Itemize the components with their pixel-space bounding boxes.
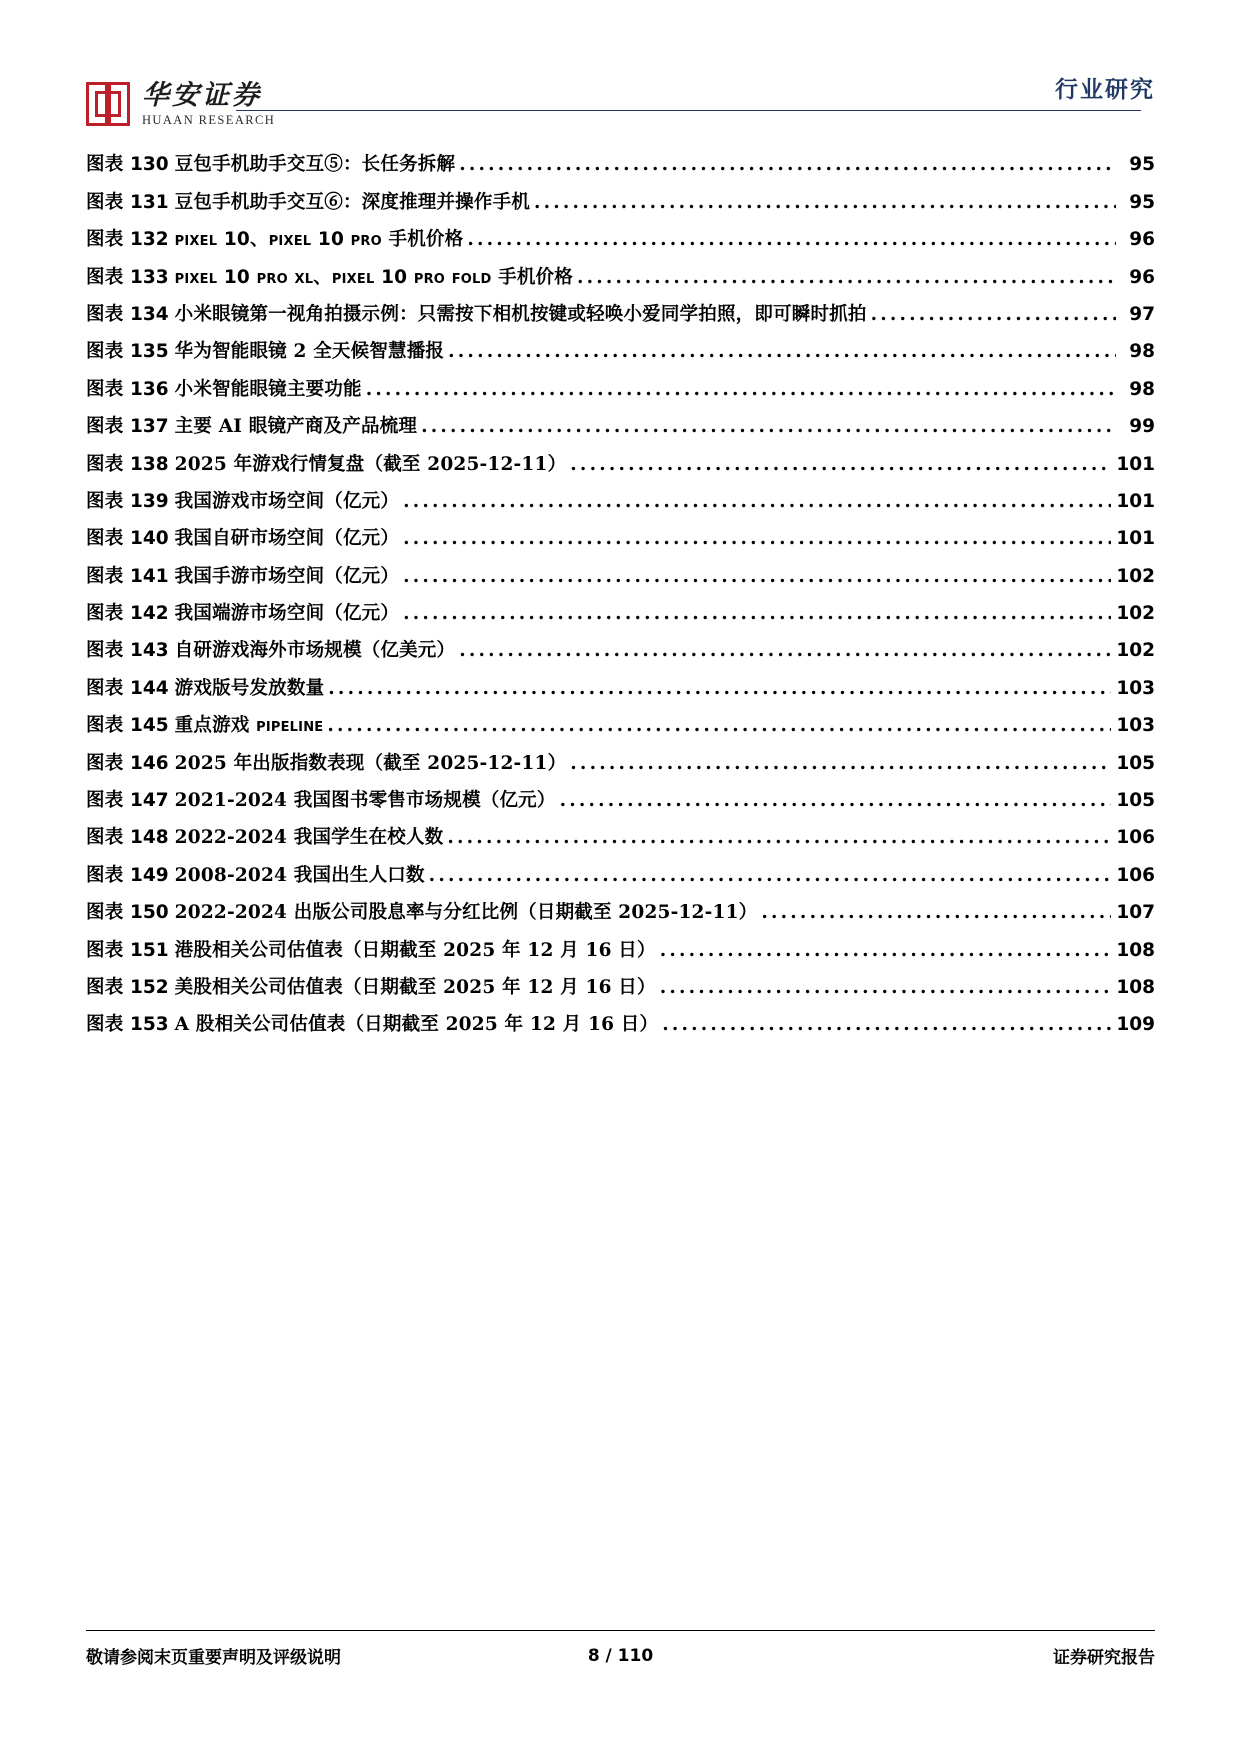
figure-number: 153 (130, 1014, 169, 1036)
figure-title: 我国端游市场空间（亿元） (174, 603, 400, 625)
figure-leader-dots (570, 455, 1111, 477)
figure-number: 139 (130, 490, 169, 512)
figure-page-number: 101 (1116, 528, 1155, 550)
figure-list-item-label (86, 789, 560, 813)
figure-number: 137 (130, 416, 169, 438)
figure-prefix: 图表 (86, 827, 131, 849)
figure-page-number: 101 (1116, 490, 1155, 512)
figure-list-item[interactable] (86, 1000, 1155, 1037)
figure-list-item[interactable] (86, 177, 1155, 214)
figure-number: 133 (130, 266, 169, 288)
figure-number: 150 (130, 902, 169, 924)
figure-prefix: 图表 (86, 1014, 131, 1036)
figure-title: 2008-2024 我国出生人口数 (174, 864, 425, 886)
figure-prefix: 图表 (86, 416, 131, 438)
figure-leader-dots (448, 342, 1116, 364)
figure-number: 131 (130, 191, 169, 213)
figure-number: 146 (130, 752, 169, 774)
figure-prefix: 图表 (86, 752, 131, 774)
figure-list-item-label (86, 752, 570, 776)
figure-prefix: 图表 (86, 976, 131, 998)
figure-page-number: 96 (1129, 266, 1155, 288)
figure-prefix: 图表 (86, 565, 131, 587)
figure-number: 145 (130, 715, 169, 737)
footer-report-label: 证券研究报告 (1053, 1648, 1155, 1668)
figure-number: 148 (130, 827, 169, 849)
figure-title: 游戏版号发放数量 (174, 677, 325, 699)
logo-chinese-name: 华安证券 (142, 80, 262, 111)
figure-list-item[interactable] (86, 402, 1155, 439)
figure-number: 147 (130, 790, 169, 812)
figure-page-number: 109 (1116, 1014, 1155, 1036)
figure-list-item-label (86, 602, 403, 626)
huaan-seal-icon (86, 82, 130, 126)
figure-page-number: 108 (1116, 939, 1155, 961)
figure-prefix: 图表 (86, 229, 131, 251)
figure-title: 2022-2024 我国学生在校人数 (174, 827, 444, 849)
figure-leader-dots (459, 155, 1116, 177)
figure-leader-dots (459, 641, 1111, 663)
figure-list-item-label (86, 714, 327, 738)
figure-number: 136 (130, 378, 169, 400)
figure-number: 140 (130, 528, 169, 550)
figure-page-number: 102 (1116, 565, 1155, 587)
figure-list-item[interactable] (86, 776, 1155, 813)
figure-list-item-label (86, 1013, 662, 1037)
figure-list-item-label (86, 677, 328, 701)
figure-leader-dots (871, 305, 1116, 327)
figure-leader-dots (328, 679, 1111, 701)
figure-page-number: 101 (1116, 453, 1155, 475)
figure-number: 151 (130, 939, 169, 961)
figure-prefix: 图表 (86, 266, 131, 288)
figure-title: 自研游戏海外市场规模（亿美元） (174, 640, 456, 662)
figure-title: A 股相关公司估值表（日期截至 2025 年 12 月 16 日） (174, 1014, 659, 1036)
figure-list-item[interactable] (86, 439, 1155, 476)
figure-list-item[interactable] (86, 925, 1155, 962)
figure-list-item-label (86, 976, 660, 1000)
figure-list-item[interactable] (86, 514, 1155, 551)
figure-page-number: 97 (1129, 303, 1155, 325)
figure-prefix: 图表 (86, 864, 131, 886)
figure-list-item[interactable] (86, 813, 1155, 850)
figure-page-number: 95 (1129, 154, 1155, 176)
figure-prefix: 图表 (86, 490, 131, 512)
figure-list-item-label (86, 191, 534, 215)
figure-page-number: 95 (1129, 191, 1155, 213)
figure-leader-dots (662, 1015, 1111, 1037)
figure-page-number: 98 (1129, 378, 1155, 400)
figure-list-item[interactable] (86, 626, 1155, 663)
figure-number: 141 (130, 565, 169, 587)
figure-list-item[interactable] (86, 589, 1155, 626)
figure-page-number: 102 (1116, 603, 1155, 625)
figure-number: 142 (130, 603, 169, 625)
figure-title: 华为智能眼镜 2 全天候智慧播报 (174, 341, 445, 363)
figure-title: 我国自研市场空间（亿元） (174, 528, 400, 550)
figure-prefix: 图表 (86, 939, 131, 961)
figure-prefix: 图表 (86, 453, 131, 475)
figure-list-item[interactable] (86, 963, 1155, 1000)
figure-list-item[interactable] (86, 701, 1155, 738)
figure-list-item-label (86, 639, 459, 663)
figure-leader-dots (577, 268, 1116, 290)
figure-leader-dots (570, 754, 1111, 776)
figure-title: 豆包手机助手交互⑥：深度推理并操作手机 (174, 191, 530, 213)
figure-list-item[interactable] (86, 252, 1155, 289)
figure-prefix: 图表 (86, 902, 131, 924)
figure-page-number: 106 (1116, 864, 1155, 886)
company-logo (86, 82, 275, 128)
figure-prefix: 图表 (86, 191, 131, 213)
figure-leader-dots (429, 866, 1112, 888)
figure-list-item-label (86, 490, 403, 514)
figure-list-item[interactable] (86, 551, 1155, 588)
figure-leader-dots (534, 193, 1116, 215)
figure-list-item-label (86, 901, 761, 925)
figure-number: 130 (130, 154, 169, 176)
figure-leader-dots (403, 492, 1111, 514)
figure-prefix: 图表 (86, 378, 131, 400)
figure-title: 美股相关公司估值表（日期截至 2025 年 12 月 16 日） (174, 976, 656, 998)
figure-title: pixel 10、pixel 10 pro 手机价格 (174, 229, 464, 251)
figure-title: 2022-2024 出版公司股息率与分红比例（日期截至 2025-12-11） (174, 902, 758, 924)
figure-list-item-label (86, 415, 421, 439)
figure-list-item-label (86, 303, 871, 327)
figure-leader-dots (447, 828, 1111, 850)
figure-page-number: 107 (1116, 902, 1155, 924)
figure-list-item[interactable] (86, 364, 1155, 401)
figure-list-item-label (86, 939, 660, 963)
figure-page-number: 108 (1116, 976, 1155, 998)
figure-leader-dots (421, 417, 1116, 439)
figure-list-item-label (86, 826, 447, 850)
figure-number: 134 (130, 303, 169, 325)
logo-english-name: HUAAN RESEARCH (142, 113, 276, 128)
figure-page-number: 99 (1129, 416, 1155, 438)
figure-leader-dots (467, 230, 1116, 252)
figure-page-number: 102 (1116, 640, 1155, 662)
figure-list-item[interactable] (86, 215, 1155, 252)
figure-prefix: 图表 (86, 640, 131, 662)
figure-title: 2025 年出版指数表现（截至 2025-12-11） (174, 752, 567, 774)
figure-title: 主要 AI 眼镜产商及产品梳理 (174, 416, 418, 438)
figure-list (86, 140, 1155, 1037)
figure-list-item[interactable] (86, 327, 1155, 364)
figure-leader-dots (660, 941, 1112, 963)
figure-prefix: 图表 (86, 603, 131, 625)
figure-list-item-label (86, 228, 467, 252)
figure-title: 我国游戏市场空间（亿元） (174, 490, 400, 512)
figure-prefix: 图表 (86, 303, 131, 325)
figure-list-item-label (86, 153, 459, 177)
figure-number: 138 (130, 453, 169, 475)
figure-list-item-label (86, 340, 448, 364)
page-footer (86, 1630, 1155, 1676)
figure-list-item-label (86, 266, 577, 290)
footer-divider (86, 1630, 1155, 1631)
figure-list-item-label (86, 453, 570, 477)
figure-leader-dots (660, 978, 1112, 1000)
figure-list-item[interactable] (86, 477, 1155, 514)
figure-list-item[interactable] (86, 888, 1155, 925)
figure-leader-dots (403, 567, 1111, 589)
figure-title: 2025 年游戏行情复盘（截至 2025-12-11） (174, 453, 567, 475)
figure-title: pixel 10 pro xl、pixel 10 pro fold 手机价格 (174, 266, 573, 288)
footer-disclaimer: 敬请参阅末页重要声明及评级说明 (86, 1648, 341, 1668)
figure-prefix: 图表 (86, 528, 131, 550)
figure-leader-dots (560, 791, 1112, 813)
header-title: 行业研究 (1055, 76, 1155, 103)
figure-list-item-label (86, 565, 403, 589)
figure-title: 小米智能眼镜主要功能 (174, 378, 362, 400)
figure-prefix: 图表 (86, 341, 131, 363)
page-number: 8 / 110 (587, 1645, 654, 1666)
figure-title: 港股相关公司估值表（日期截至 2025 年 12 月 16 日） (174, 939, 656, 961)
logo-text-block (142, 82, 275, 128)
figure-title: 重点游戏 pipeline (174, 715, 324, 737)
figure-prefix: 图表 (86, 790, 131, 812)
figure-page-number: 103 (1116, 677, 1155, 699)
figure-leader-dots (366, 380, 1116, 402)
figure-list-item[interactable] (86, 663, 1155, 700)
figure-title: 我国手游市场空间（亿元） (174, 565, 400, 587)
figure-page-number: 106 (1116, 827, 1155, 849)
figure-prefix: 图表 (86, 154, 131, 176)
figure-title: 豆包手机助手交互⑤：长任务拆解 (174, 154, 456, 176)
figure-leader-dots (403, 529, 1111, 551)
figure-list-item[interactable] (86, 738, 1155, 775)
figure-leader-dots (403, 604, 1111, 626)
figure-prefix: 图表 (86, 677, 131, 699)
figure-list-item[interactable] (86, 290, 1155, 327)
figure-prefix: 图表 (86, 715, 131, 737)
figure-title: 小米眼镜第一视角拍摄示例：只需按下相机按键或轻唤小爱同学拍照，即可瞬时抓拍 (174, 303, 867, 325)
figure-list-item-label (86, 378, 366, 402)
figure-number: 144 (130, 677, 169, 699)
figure-page-number: 98 (1129, 341, 1155, 363)
figure-list-item-label (86, 864, 429, 888)
header-divider (236, 110, 1141, 111)
figure-list-item[interactable] (86, 140, 1155, 177)
figure-page-number: 105 (1116, 752, 1155, 774)
figure-page-number: 105 (1116, 790, 1155, 812)
figure-number: 143 (130, 640, 169, 662)
page-header (0, 0, 1241, 128)
figure-number: 149 (130, 864, 169, 886)
figure-leader-dots (761, 903, 1111, 925)
figure-list-item-label (86, 527, 403, 551)
figure-title: 2021-2024 我国图书零售市场规模（亿元） (174, 790, 556, 812)
figure-list-item[interactable] (86, 850, 1155, 887)
figure-leader-dots (327, 716, 1111, 738)
figure-page-number: 96 (1129, 229, 1155, 251)
figure-number: 152 (130, 976, 169, 998)
figure-number: 132 (130, 229, 169, 251)
figure-page-number: 103 (1116, 715, 1155, 737)
figure-number: 135 (130, 341, 169, 363)
